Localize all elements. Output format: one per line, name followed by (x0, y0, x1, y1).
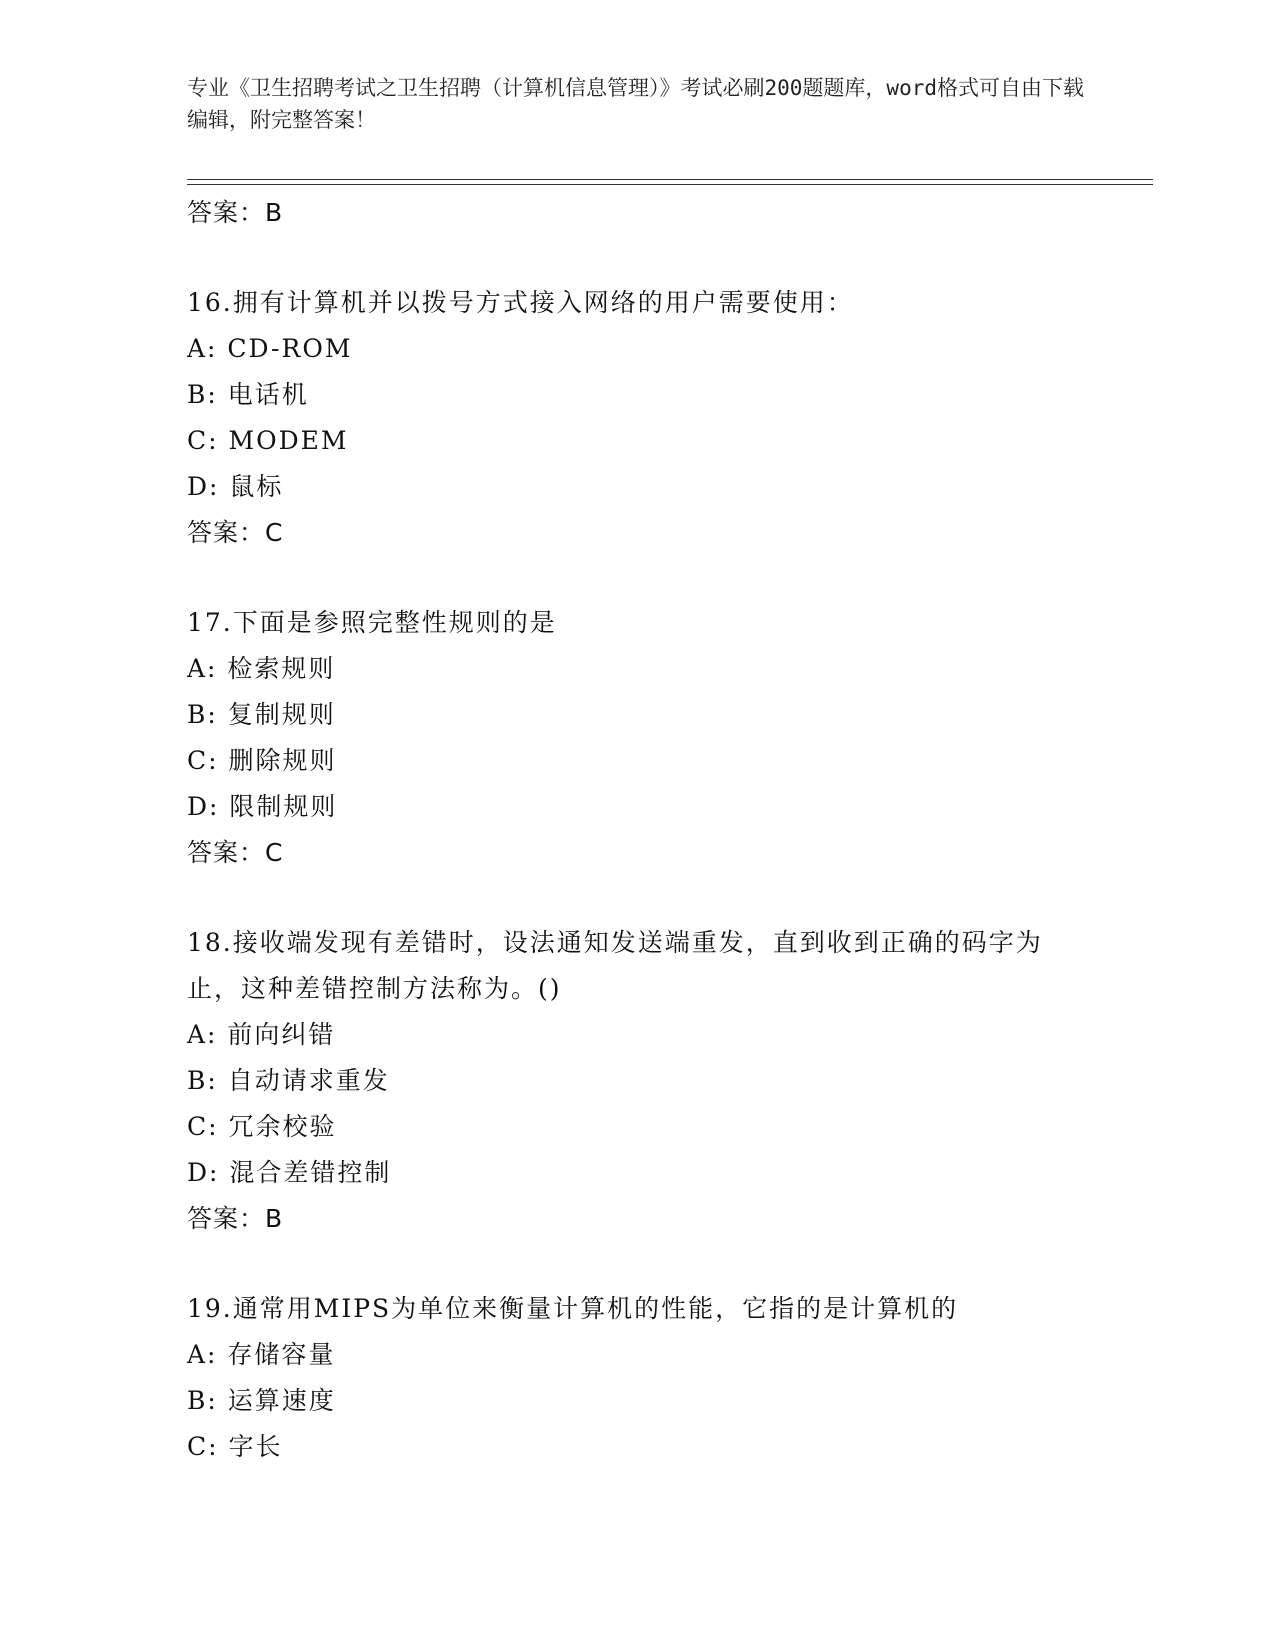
answer-line: 答案：C (187, 838, 284, 867)
option-d: D: 混合差错控制 (187, 1158, 392, 1187)
header-rule-bottom (187, 184, 1153, 185)
question-list (187, 190, 1087, 1470)
answer-line: 答案：C (187, 518, 284, 547)
question-block (187, 920, 1087, 1242)
option-c: C: MODEM (187, 426, 349, 455)
document-header: 专业《卫生招聘考试之卫生招聘（计算机信息管理）》考试必刷200题题库，word格式可自由下载编辑，附完整答案！ (187, 76, 1084, 132)
option-b: B: 自动请求重发 (187, 1066, 390, 1095)
question-text: 18.接收端发现有差错时，设法通知发送端重发，直到收到正确的码字为止，这种差错控制方法称为。() (187, 928, 1043, 1003)
option-b: B: 电话机 (187, 380, 309, 409)
header-rule-top (187, 179, 1153, 180)
question-block (187, 280, 1087, 556)
option-a: A: 检索规则 (187, 654, 336, 683)
option-d: D: 鼠标 (187, 472, 284, 501)
option-a: A: 前向纠错 (187, 1020, 336, 1049)
question-text: 17.下面是参照完整性规则的是 (187, 608, 557, 637)
option-d: D: 限制规则 (187, 792, 338, 821)
question-block (187, 600, 1087, 876)
option-c: C: 字长 (187, 1432, 283, 1461)
option-c: C: 删除规则 (187, 746, 337, 775)
option-b: B: 复制规则 (187, 700, 336, 729)
option-c: C: 冗余校验 (187, 1112, 337, 1141)
option-a: A: CD-ROM (187, 334, 353, 363)
question-block (187, 1286, 1087, 1470)
option-a: A: 存储容量 (187, 1340, 336, 1369)
question-text: 16.拥有计算机并以拨号方式接入网络的用户需要使用： (187, 288, 854, 317)
answer-line: 答案：B (187, 1204, 284, 1233)
answer-line: 答案：B (187, 198, 284, 227)
question-text: 19.通常用MIPS为单位来衡量计算机的性能，它指的是计算机的 (187, 1294, 959, 1323)
option-b: B: 运算速度 (187, 1386, 336, 1415)
